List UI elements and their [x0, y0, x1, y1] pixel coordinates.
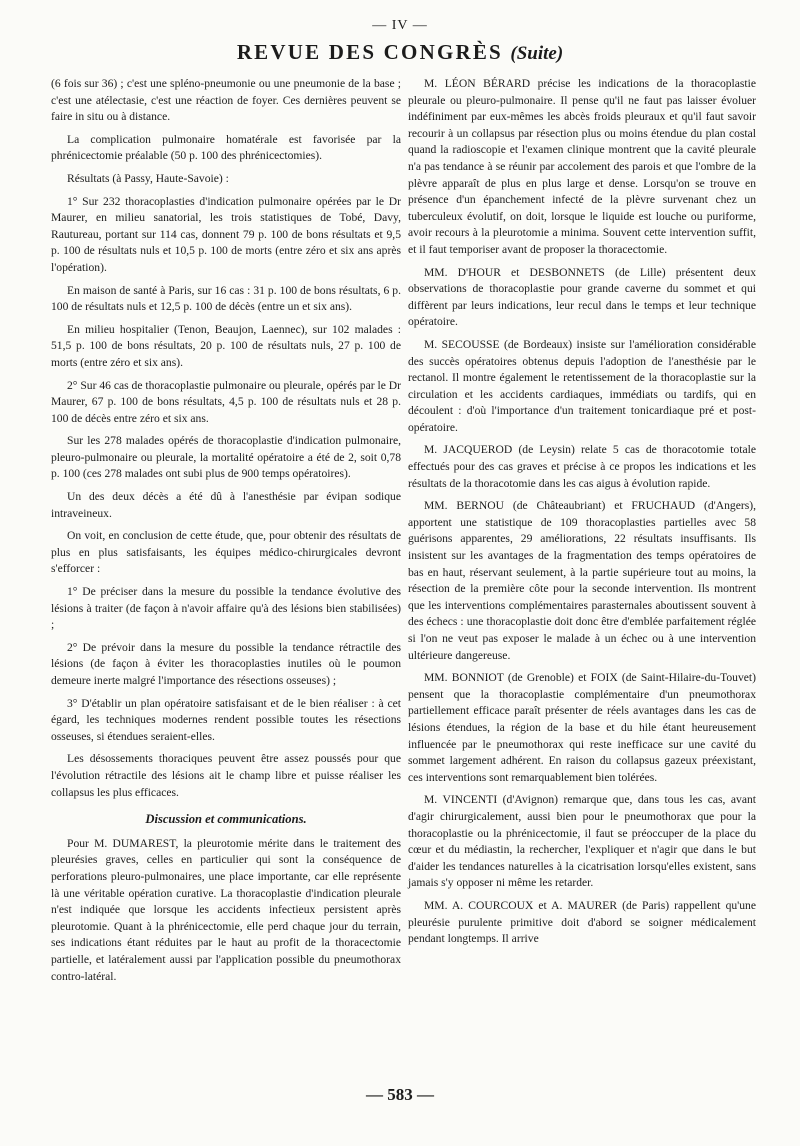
left-paragraph-5: En maison de santé à Paris, sur 16 cas : 31 p. 100 de bons résultats, 6 p. 100 de résultats nuls et 12,5 p. 100 de décès (entre un et six ans).: [51, 283, 401, 314]
left-paragraph-14: Les désossements thoraciques peuvent être assez poussés pour que l'évolution rétractile des lésions ait le champ libre et puisse réaliser les collapsus les plus efficaces.: [51, 752, 401, 799]
journal-title-text: REVUE DES CONGRÈS: [236, 40, 503, 64]
page-roman-numeral: — IV —: [372, 18, 428, 33]
right-paragraph-7: M. VINCENTI (d'Avignon) remarque que, dans tous les cas, avant d'agir chirurgicalement, aussi bien pour le pneumothorax que pour la thoracoplastie ou la phrénicectomie, il faut se préoccuper de la place du cœur et du médiastin, la rechercher, l'expliquer et n'agir que dans le but d'aider les tendances naturelles à la cicatrisation lorsqu'elles existent, sans jamais s'y opposer ni même les retarder.: [408, 793, 756, 890]
left-paragraph-13: 3° D'établir un plan opératoire satisfaisant et de le bien réaliser : à cet égard, les techniques modernes rendent possible toutes les résections osseuses, si étendues seraient-elles.: [51, 696, 401, 743]
right-paragraph-6: MM. BONNIOT (de Grenoble) et FOIX (de Saint-Hilaire-du-Touvet) pensent que la thoracoplastie complémentaire d'un pneumothorax partiellement efficace paraît présenter de réels avantages dans les cas de lésions étendues, la région de la base et du hile étant heureusement influencée par le pneumothorax qui reste inefficace sur une cavité du sommet largement adhérent. En raison du collapsus gazeux préexistant, ces interventions sont remarquablement bien tolérées.: [408, 671, 756, 784]
right-column: [408, 76, 756, 954]
right-paragraph-2: MM. D'HOUR et DESBONNETS (de Lille) présentent deux observations de thoracoplastie pour grande caverne du sommet et qui diffèrent par leurs indications, leur recul dans le temps et leur technique opératoire.: [408, 265, 756, 329]
left-paragraph-7: 2° Sur 46 cas de thoracoplastie pulmonaire ou pleurale, opérés par le Dr Maurer, 67 p. 100 de bons résultats, 4,5 p. 100 de résultats nuls et 28 p. 100 de décès entre zéro et six ans.: [51, 378, 401, 425]
section-heading: Discussion et communications.: [145, 812, 307, 827]
right-paragraph-5: MM. BERNOU (de Châteaubriant) et FRUCHAUD (d'Angers), apportent une statistique de 109 thoracoplasties partielles avec 58 guérisons apparentes, 29 améliorations, 22 résultats insuffisants. Ils insistent sur les avantages de la fragmentation des temps opératoires de bas en haut, réservant seulement, à la partie supérieure tout au moins, la résection de la première côte pour la seconde intervention. Ils montrent que les interventions complémentaires parasternales aboutissent souvent à des échecs : une thoracoplastie doit donc être d'emblée parfaitement réglée si l'on ne veut pas exposer le malade à un échec ou à une intervention ultérieure dangereuse.: [408, 499, 756, 662]
right-paragraph-8: MM. A. COURCOUX et A. MAURER (de Paris) rappellent qu'une pleurésie purulente primitive doit d'abord se soigner médicalement pendant longtemps. Il arrive: [408, 898, 756, 946]
journal-title-suite: (Suite): [510, 43, 564, 64]
left-paragraph-3: Résultats (à Passy, Haute-Savoie) :: [67, 171, 229, 185]
page-number: — 583 —: [366, 1085, 434, 1104]
left-paragraph-9: Un des deux décès a été dû à l'anesthésie par évipan sodique intraveineux.: [51, 490, 401, 520]
left-paragraph-1: (6 fois sur 36) ; c'est une spléno-pneumonie ou une pneumonie de la base ; c'est une atélectasie, c'est une réaction de foyer. Ces dernières peuvent se faire in situ ou à distance.: [51, 77, 401, 124]
left-paragraph-11: 1° De préciser dans la mesure du possible la tendance évolutive des lésions à traiter (de façon à n'avoir affaire qu'à des lésions bien stabilisées) ;: [51, 585, 401, 632]
left-paragraph-8: Sur les 278 malades opérés de thoracoplastie d'indication pulmonaire, pleuro-pulmonaire ou pleurale, la mortalité opératoire a été de 2, soit 0,78 p. 100 (ces 278 malades ont subi plus de 900 temps opératoires).: [51, 434, 401, 481]
left-paragraph-2: La complication pulmonaire homatérale est favorisée par la phrénicectomie préalable (50 p. 100 des phrénicectomies).: [51, 132, 401, 163]
left-paragraph-4: 1° Sur 232 thoracoplasties d'indication pulmonaire opérées par le Dr Maurer, en milieu sanatorial, les trois statistiques de Tobé, Davy, Rautureau, portant sur 114 cas, donnent 79 p. 100 de bons résultats et 9,5 p. 100 de résultats nuls et 10,5 p. 100 de morts (entre zéro et six ans après l'opération).: [51, 194, 401, 274]
right-paragraph-3: M. SECOUSSE (de Bordeaux) insiste sur l'amélioration considérable des succès opératoires obtenus depuis l'adoption de l'anesthésie par le rectanol. Il montre également le retentissement de la thoracoplastie sur la circulation et les accidents cardiaques, immédiats ou tardifs, qui en découlent : d'où l'importance d'un traitement tonicardiaque pré et post-opératoire.: [408, 337, 756, 434]
left-paragraph-10: On voit, en conclusion de cette étude, que, pour obtenir des résultats de plus en plus satisfaisants, les équipes médico-chirurgicales devront s'efforcer :: [51, 529, 401, 576]
right-paragraph-1: M. LÉON BÉRARD précise les indications de la thoracoplastie pleurale ou pleuro-pulmonaire. Il pense qu'il ne faut pas laisser évoluer indéfiniment par eux-mêmes les abcès froids pleuraux et qu'il faut savoir recourir à un collapsus par résection plus ou moins étendue du plan costal quand la radioscopie et l'examen clinique montrent que la cavité pleurale n'a pas tendance à se réunir par accolement des parois et que l'ombre de la plèvre apparaît de plus en plus large et dense. Lorsqu'on se trouve en présence d'un épanchement infecté de la plèvre survenant chez un tuberculeux évolutif, on doit, lorsque le liquide est louche ou puriforme, avoir recours à la pleurotomie a minima. Souvent cette intervention suffit, et il faut temporiser avant de proposer la thoracectomie.: [408, 77, 756, 256]
left-paragraph-15: Pour M. DUMAREST, la pleurotomie mérite dans le traitement des pleurésies graves, celles en particulier qui sont la conséquence de perforations pleuro-pulmonaires, une place importante, car elle représente là une véritable opération curative. La thoracoplastie d'indication pleurale n'est indiquée que lorsque les accidents infectieux persistent après pleurotomie. Quant à la phrénicectomie, elle perd chaque jour du terrain, ses indications étant réduites par le haut au profit de la thoracectomie partielle, et latéralement aussi par l'application possible du pneumothorax contro-latéral.: [51, 836, 401, 983]
left-paragraph-6: En milieu hospitalier (Tenon, Beaujon, Laennec), sur 102 malades : 51,5 p. 100 de bons résultats, 20 p. 100 de résultats nuls, 27 p. 100 de morts (entre zéro et six ans).: [51, 322, 401, 369]
journal-title: [0, 40, 800, 65]
left-column: [51, 76, 401, 991]
left-paragraph-12: 2° De prévoir dans la mesure du possible la tendance rétractile des lésions (de façon à éviter les thoracoplasties inutiles où le poumon demeure inerte malgré l'importance des résections osseuses) ;: [51, 640, 401, 687]
right-paragraph-4: M. JACQUEROD (de Leysin) relate 5 cas de thoracotomie totale effectués pour des cas graves et précise à ce propos les indications et les résultats de la thoracotomie dans les cas aigus à évolution rapide.: [408, 443, 756, 490]
